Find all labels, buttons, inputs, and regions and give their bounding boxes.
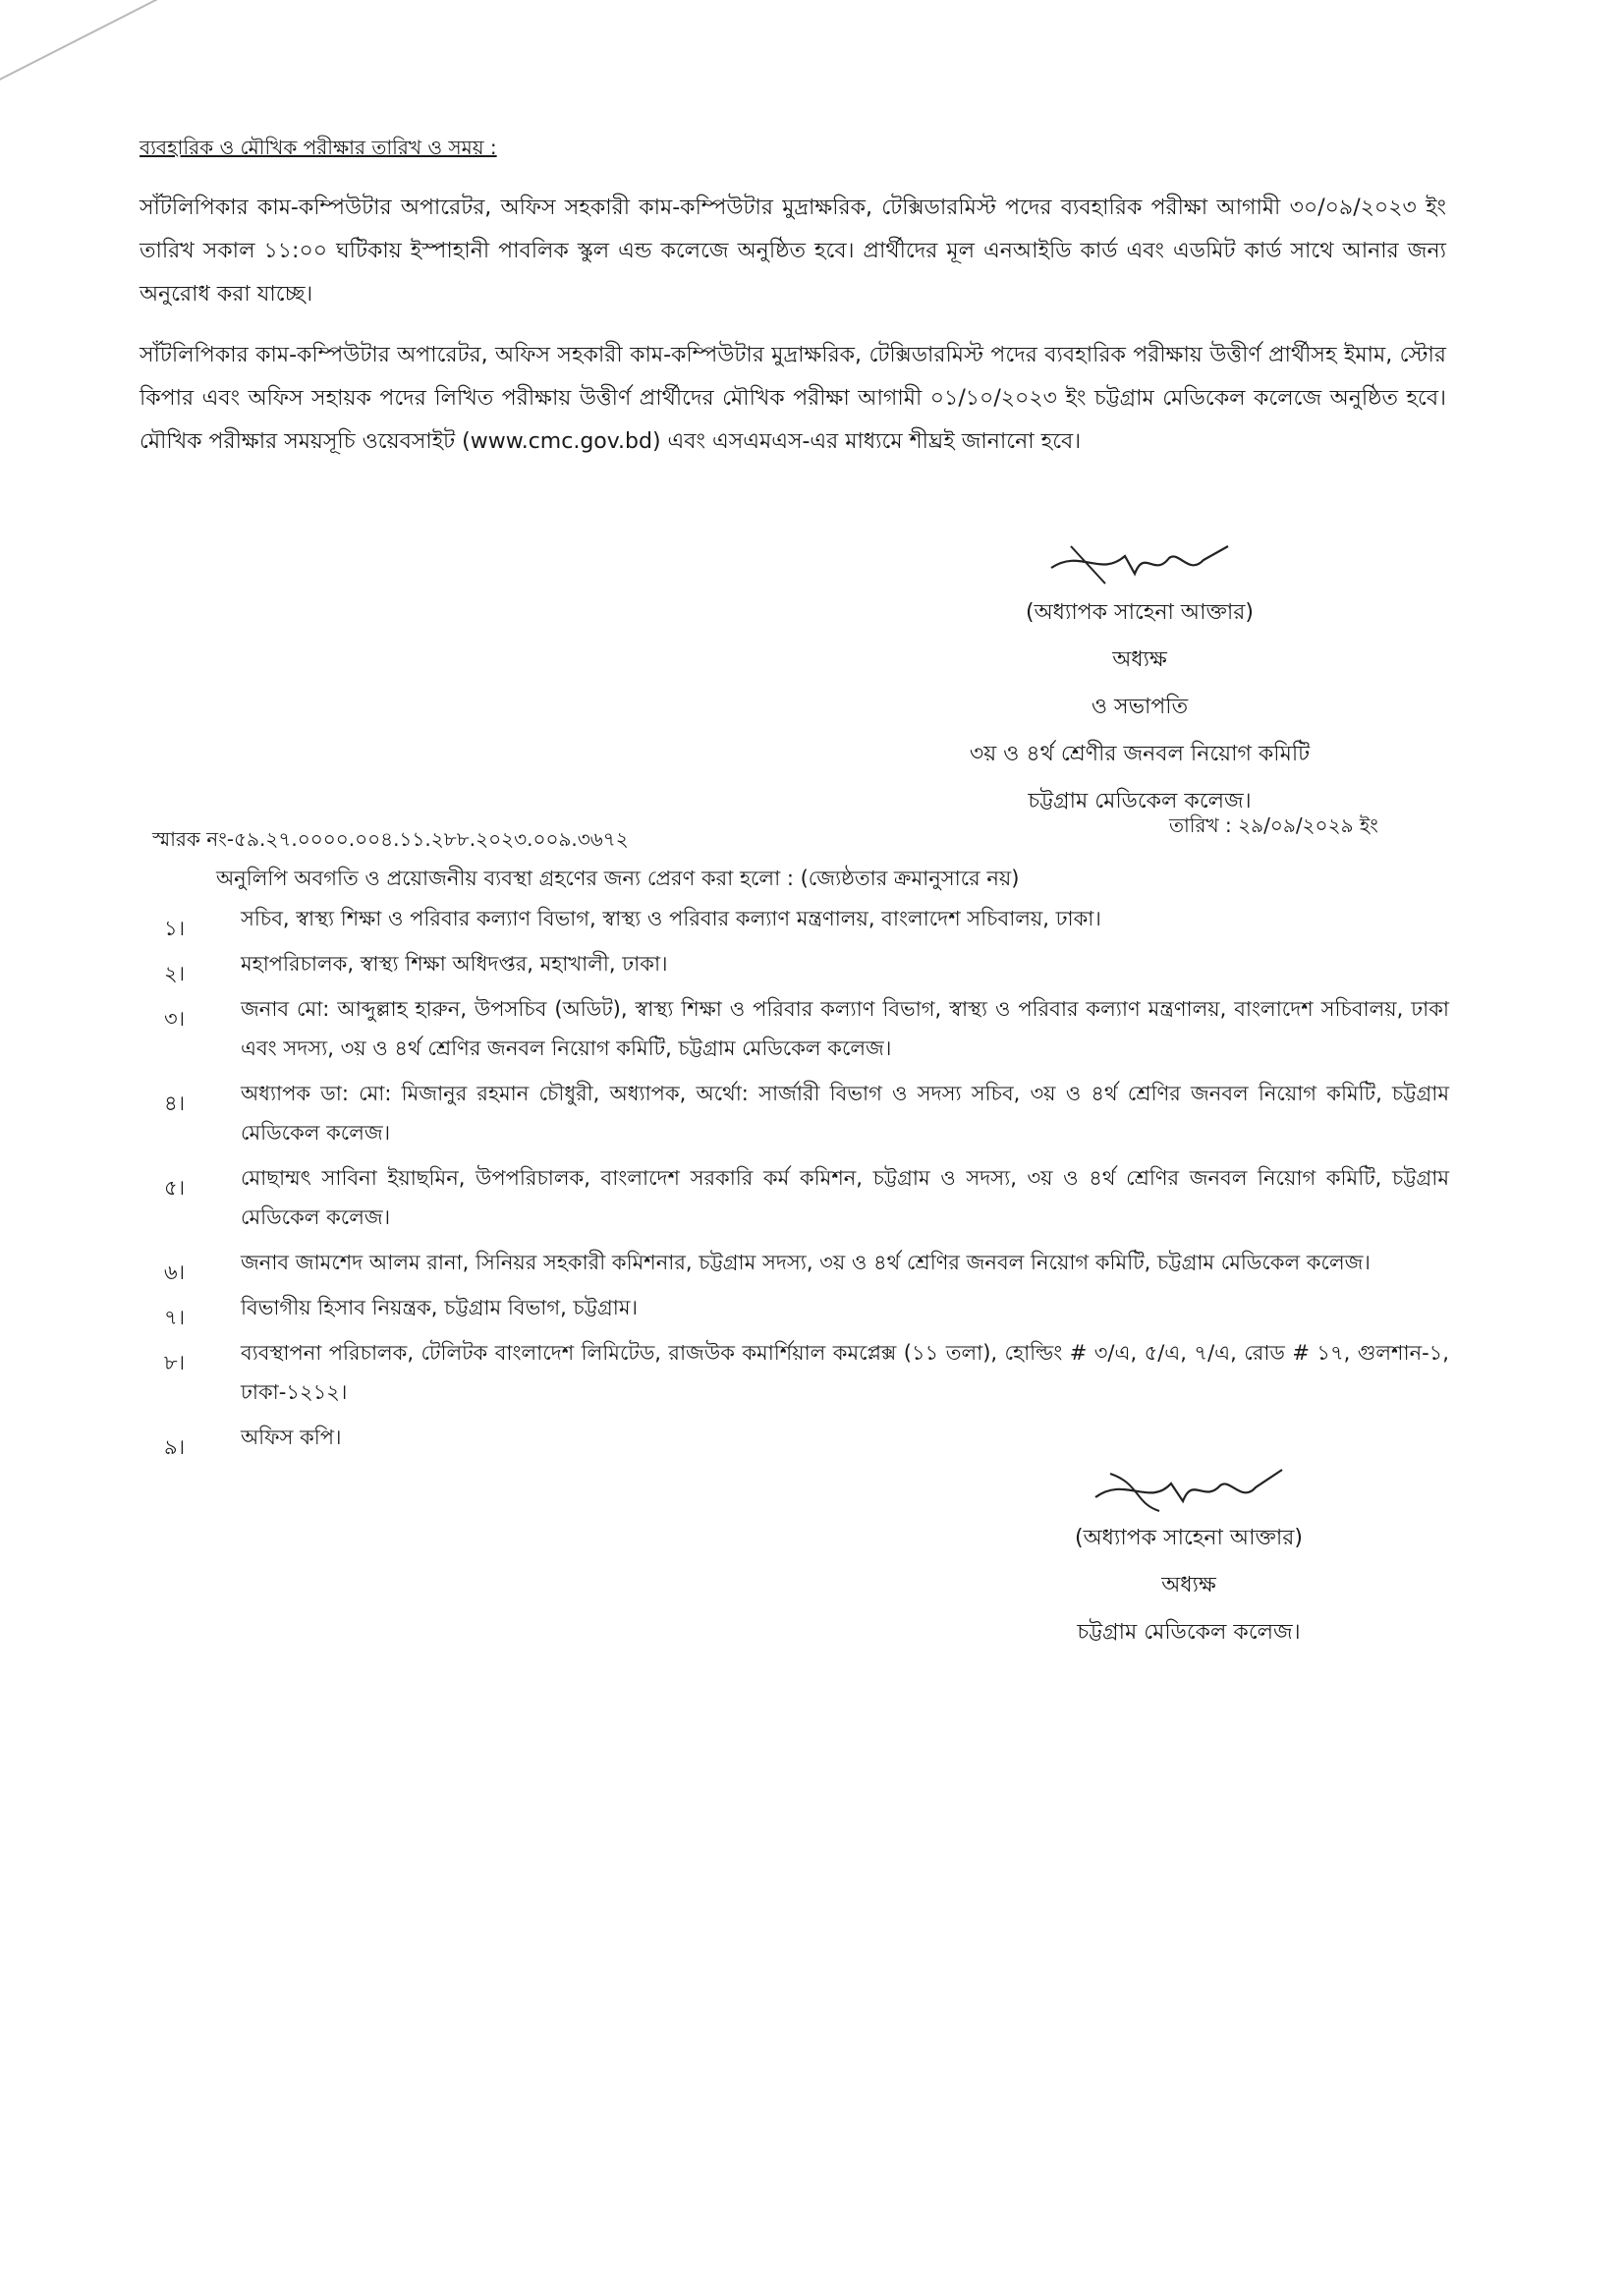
- paragraph-practical-exam: সাঁটলিপিকার কাম-কম্পিউটার অপারেটর, অফিস সহকারী কাম-কম্পিউটার মুদ্রাক্ষরিক, টেক্সিডারমিস্ট পদের ব্যবহারিক পরীক্ষা আগামী ৩০/০৯/২০২৩ ইং তারিখ সকাল ১১:০০ ঘটিকায় ইস্পাহানী পাবলিক স্কুল এন্ড কলেজে অনুষ্ঠিত হবে। প্রার্থীদের মূল এনআইডি কার্ড এবং এডমিট কার্ড সাথে আনার জন্য অনুরোধ করা যাচ্ছে।: [140, 196, 1447, 307]
- list-item-text: মহাপরিচালক, স্বাস্থ্য শিক্ষা অধিদপ্তর, মহাখালী, ঢাকা।: [241, 952, 668, 976]
- list-item: [152, 1074, 1449, 1152]
- list-item-text: অফিস কপি।: [241, 1426, 342, 1449]
- memo-number: স্মারক নং-৫৯.২৭.০০০০.০০৪.১১.২৮৮.২০২৩.০০৯.৩৬৭২: [152, 827, 629, 851]
- signatory-committee: ৩য় ও ৪র্থ শ্রেণীর জনবল নিয়োগ কমিটি: [969, 742, 1311, 766]
- list-item: [152, 1288, 1449, 1327]
- distribution-list: [152, 899, 1449, 1463]
- signature-block-principal-chair: [884, 538, 1395, 825]
- list-item-number: ৬।: [164, 1260, 186, 1284]
- list-item: [152, 1333, 1449, 1412]
- list-item-text: অধ্যাপক ডা: মো: মিজানুর রহমান চৌধুরী, অধ্যাপক, অর্থো: সার্জারী বিভাগ ও সদস্য সচিব, ৩য় ও ৪র্থ শ্রেণির জনবল নিয়োগ কমিটি, চট্টগ্রাম মেডিকেল কলেজ।: [241, 1082, 1449, 1145]
- list-item-text: জনাব মো: আব্দুল্লাহ হারুন, উপসচিব (অডিট), স্বাস্থ্য শিক্ষা ও পরিবার কল্যাণ বিভাগ, স্বাস্থ্য ও পরিবার কল্যাণ মন্ত্রণালয়, বাংলাদেশ সচিবালয়, ঢাকা এবং সদস্য, ৩য় ও ৪র্থ শ্রেণির জনবল নিয়োগ কমিটি, চট্টগ্রাম মেডিকেল কলেজ।: [241, 997, 1449, 1060]
- section-heading: ব্যবহারিক ও মৌখিক পরীক্ষার তারিখ ও সময় :: [140, 136, 497, 159]
- list-item: [152, 899, 1449, 938]
- list-item-number: ৮।: [164, 1351, 186, 1374]
- list-item-text: সচিব, স্বাস্থ্য শিক্ষা ও পরিবার কল্যাণ বিভাগ, স্বাস্থ্য ও পরিবার কল্যাণ মন্ত্রণালয়, বাংলাদেশ সচিবালয়, ঢাকা।: [241, 907, 1101, 930]
- signatory-designation: অধ্যক্ষ: [1112, 647, 1167, 672]
- memo-date: তারিখ : ২৯/০৯/২০২৯ ইং: [1169, 813, 1378, 837]
- list-item-number: ৪।: [164, 1092, 186, 1115]
- handwritten-signature: [1032, 538, 1248, 589]
- list-item-number: ৫।: [164, 1176, 186, 1200]
- list-item-number: ৭।: [164, 1306, 186, 1329]
- copy-distribution-intro: অনুলিপি অবগতি ও প্রয়োজনীয় ব্যবস্থা গ্রহণের জন্য প্রেরণ করা হলো : (জ্যেষ্ঠতার ক্রমানুসারে নয়): [216, 867, 1020, 890]
- handwritten-signature: [1081, 1464, 1297, 1515]
- list-item-number: ৩।: [164, 1007, 186, 1031]
- signatory-role: ও সভাপতি: [1091, 695, 1189, 719]
- paragraph-viva-exam: সাঁটলিপিকার কাম-কম্পিউটার অপারেটর, অফিস সহকারী কাম-কম্পিউটার মুদ্রাক্ষরিক, টেক্সিডারমিস্ট পদের ব্যবহারিক পরীক্ষায় উত্তীর্ণ প্রার্থীসহ ইমাম, স্টোর কিপার এবং অফিস সহায়ক পদের লিখিত পরীক্ষায় উত্তীর্ণ প্রার্থীদের মৌখিক পরীক্ষা আগামী ০১/১০/২০২৩ ইং চট্টগ্রাম মেডিকেল কলেজে অনুষ্ঠিত হবে। মৌখিক পরীক্ষার সময়সূচি ওয়েবসাইট (www.cmc.gov.bd) এবং এসএমএস-এর মাধ্যমে শীঘ্রই জানানো হবে।: [140, 343, 1446, 454]
- list-item: [152, 944, 1449, 983]
- list-item-text: ব্যবস্থাপনা পরিচালক, টেলিটক বাংলাদেশ লিমিটেড, রাজউক কমার্শিয়াল কমপ্লেক্স (১১ তলা), হোল্ডিং # ৩/এ, ৫/এ, ৭/এ, রোড # ১৭, গুলশান-১, ঢাকা-১২১২।: [241, 1341, 1449, 1404]
- list-item-text: বিভাগীয় হিসাব নিয়ন্ত্রক, চট্টগ্রাম বিভাগ, চট্টগ্রাম।: [241, 1296, 639, 1319]
- list-item-number: ৯।: [164, 1435, 186, 1459]
- list-item: [152, 989, 1449, 1068]
- list-item-number: ২।: [164, 962, 186, 985]
- list-item: [152, 1243, 1449, 1282]
- list-item-number: ১।: [164, 917, 186, 940]
- list-item-text: মোছাম্মৎ সাবিনা ইয়াছমিন, উপপরিচালক, বাংলাদেশ সরকারি কর্ম কমিশন, চট্টগ্রাম ও সদস্য, ৩য় ও ৪র্থ শ্রেণির জনবল নিয়োগ কমিটি, চট্টগ্রাম মেডিকেল কলেজ।: [241, 1166, 1449, 1229]
- signature-block-principal: [973, 1464, 1405, 1656]
- signatory-institution: চট্টগ্রাম মেডিকেল কলেজ।: [1077, 1620, 1301, 1645]
- signatory-institution: চট্টগ্রাম মেডিকেল কলেজ।: [1028, 789, 1252, 813]
- list-item-text: জনাব জামশেদ আলম রানা, সিনিয়র সহকারী কমিশনার, চট্টগ্রাম সদস্য, ৩য় ও ৪র্থ শ্রেণির জনবল নিয়োগ কমিটি, চট্টগ্রাম মেডিকেল কলেজ।: [241, 1251, 1371, 1274]
- list-item: [152, 1158, 1449, 1237]
- list-item: [152, 1418, 1449, 1457]
- signatory-designation: অধ্যক্ষ: [1161, 1573, 1216, 1597]
- signatory-name: (অধ্যাপক সাহেনা আক্তার): [1075, 1526, 1303, 1550]
- signatory-name: (অধ্যাপক সাহেনা আক্তার): [1026, 600, 1254, 625]
